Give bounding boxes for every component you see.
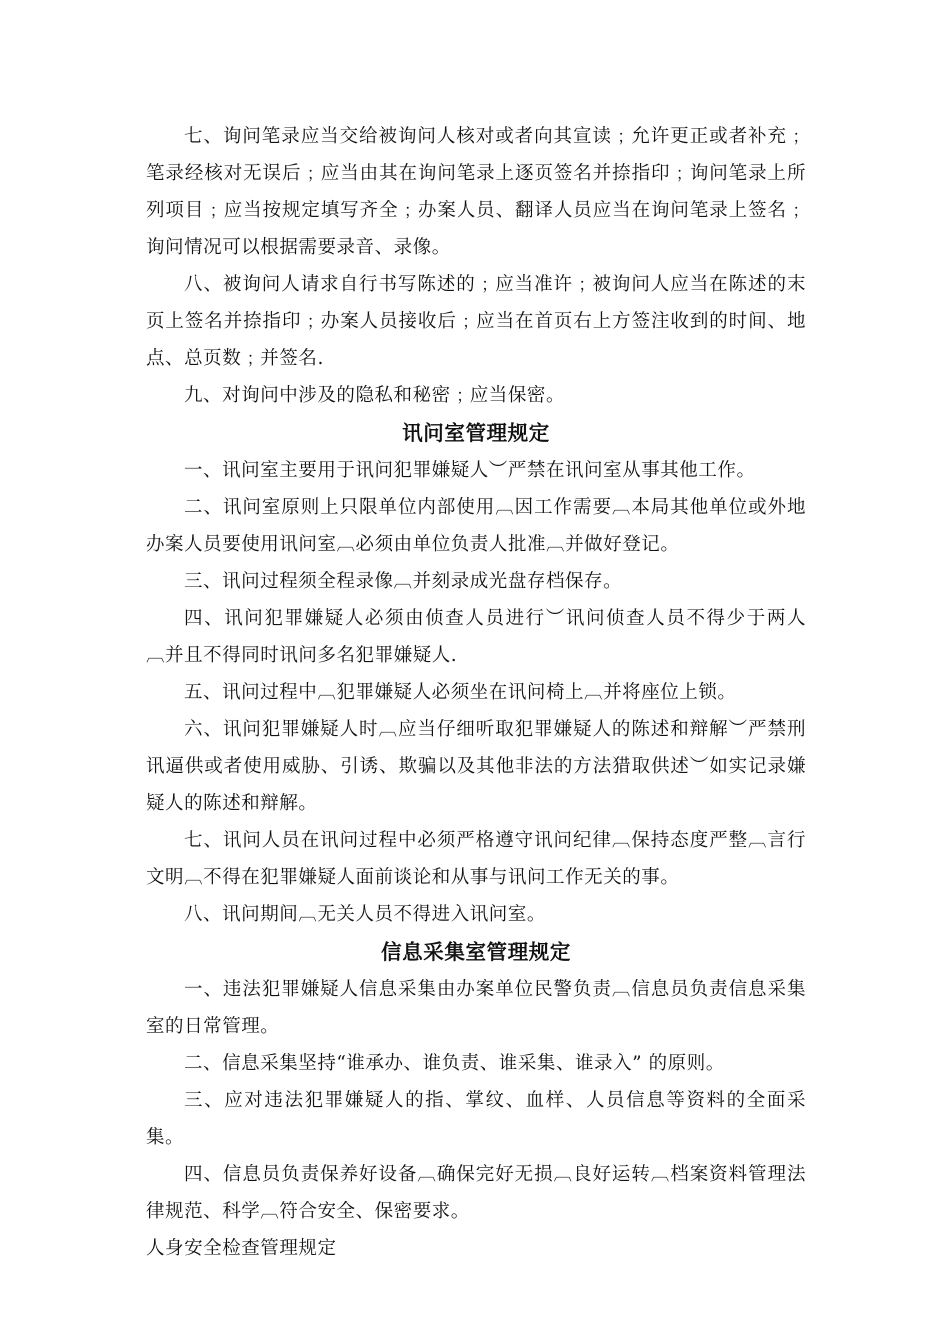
paragraph-inquiry-8: 八、被询问人请求自行书写陈述的﹔应当准许﹔被询问人应当在陈述的末页上签名并捺指印﹔办案人员接收后﹔应当在首页右上方签注收到的时间、地点、总页数﹔并签名. <box>146 274 806 369</box>
paragraph-interrogation-3: 三、讯问过程须全程录像︹并刻录成光盘存档保存。 <box>184 571 623 592</box>
paragraph-info-3: 三、应对违法犯罪嫌疑人的指、掌纹、血样、人员信息等资料的全面采集。 <box>146 1090 806 1148</box>
paragraph-interrogation-6: 六、讯问犯罪嫌疑人时︹应当仔细听取犯罪嫌疑人的陈述和辩解︶严禁刑讯逼供或者使用威胁、引诱、欺骗以及其他非法的方法猎取供述︶如实记录嫌疑人的陈述和辩解。 <box>146 719 806 814</box>
paragraph-interrogation-1: 一、讯问室主要用于讯问犯罪嫌疑人︶严禁在讯问室从事其他工作。 <box>184 460 756 481</box>
section-title-body-search: 人身安全检查管理规定 <box>146 1238 337 1259</box>
document-body <box>146 118 806 1267</box>
paragraph-interrogation-8: 八、讯问期间︹无关人员不得进入讯问室。 <box>184 904 546 925</box>
paragraph-inquiry-7: 七、询问笔录应当交给被询问人核对或者向其宣读﹔允许更正或者补充﹔笔录经核对无误后﹔应当由其在询问笔录上逐页签名并捺指印﹔询问笔录上所列项目﹔应当按规定填写齐全﹔办案人员、翻译人员应当在询问笔录上签名﹔询问情况可以根据需要录音、录像。 <box>146 126 806 258</box>
paragraph-info-2: 二、信息采集坚持“谁承办、谁负责、谁采集、谁录入” 的原则。 <box>184 1053 725 1074</box>
section-title-interrogation-room: 讯问室管理规定 <box>402 421 550 445</box>
paragraph-interrogation-2: 二、讯问室原则上只限单位内部使用︹因工作需要︹本局其他单位或外地办案人员要使用讯问室︹必须由单位负责人批准︹并做好登记。 <box>146 497 806 555</box>
paragraph-interrogation-4: 四、讯问犯罪嫌疑人必须由侦查人员进行︶讯问侦查人员不得少于两人︹并且不得同时讯问多名犯罪嫌疑人. <box>146 608 806 666</box>
section-title-info-collection-room: 信息采集室管理规定 <box>381 940 571 964</box>
paragraph-inquiry-9: 九、对询问中涉及的隐私和秘密﹔应当保密。 <box>184 385 566 406</box>
paragraph-info-4: 四、信息员负责保养好设备︹确保完好无损︹良好运转︹档案资料管理法律规范、科学︹符合安全、保密要求。 <box>146 1164 806 1222</box>
paragraph-interrogation-7: 七、讯问人员在讯问过程中必须严格遵守讯问纪律︹保持态度严整︹言行文明︹不得在犯罪嫌疑人面前谈论和从事与讯问工作无关的事。 <box>146 830 806 888</box>
paragraph-interrogation-5: 五、讯问过程中︹犯罪嫌疑人必须坐在讯问椅上︹并将座位上锁。 <box>184 682 737 703</box>
paragraph-info-1: 一、违法犯罪嫌疑人信息采集由办案单位民警负责︹信息员负责信息采集室的日常管理。 <box>146 979 806 1037</box>
